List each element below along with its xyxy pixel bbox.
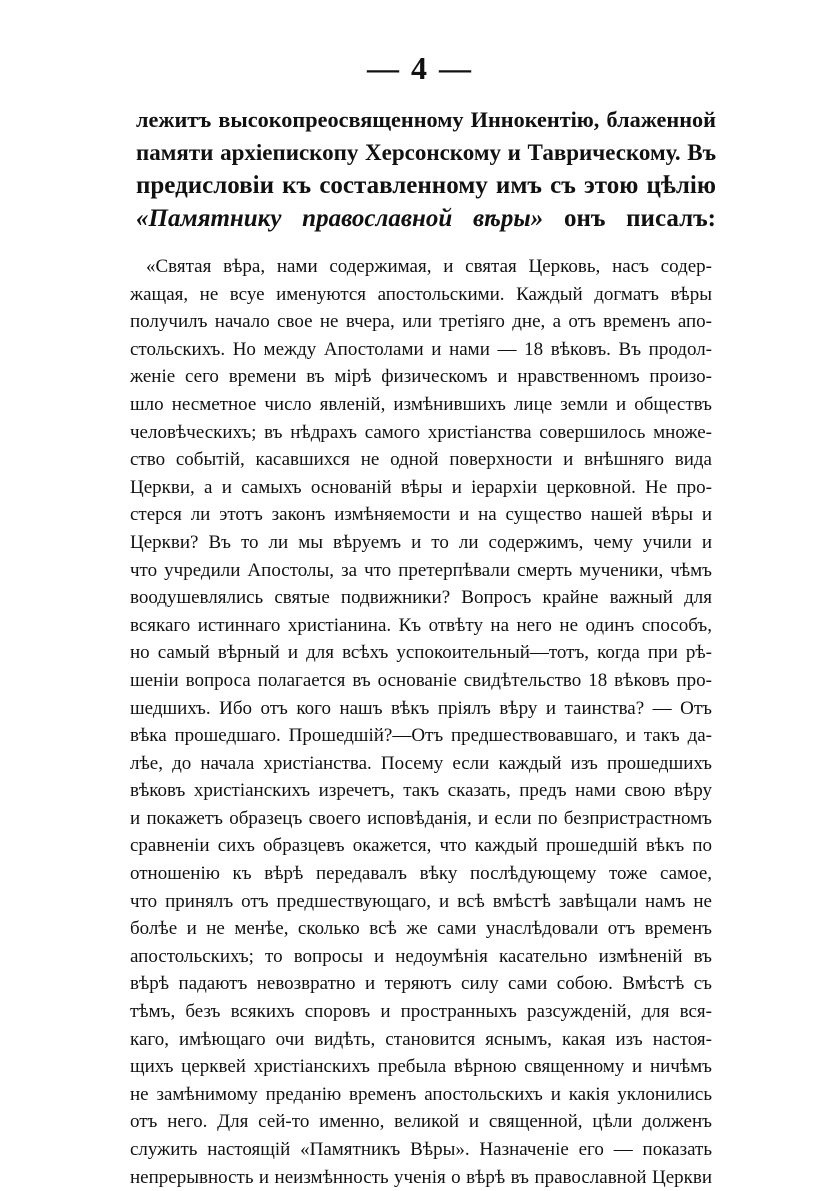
quote-line: и покажетъ образецъ своего исповѣданія, и если по безпристрастномъ: [130, 807, 712, 829]
quote-line: воодушевлялись святые подвижники? Вопросъ крайне важный для: [130, 587, 712, 609]
book-title-italic: «Памятнику православной вѣры»: [136, 205, 544, 232]
quote-line: что учредили Апостолы, за что претерпѣвали смерть мученики, чѣмъ: [130, 559, 712, 581]
quote-line: Церкви? Въ то ли мы вѣруемъ и то ли содержимъ, чему учили и: [130, 531, 712, 553]
lead-line-last: [136, 202, 716, 235]
quote-line: женіе сего времени въ мірѣ физическомъ и нравственномъ произо-: [130, 366, 712, 388]
quote-line: вѣка прошедшаго. Прошедшій?—Отъ предшествовавшаго, и такъ да-: [130, 725, 712, 747]
quote-line: апостольскихъ; то вопросы и недоумѣнія касательно измѣненій въ: [130, 945, 712, 967]
lead-line: лежитъ высокопреосвященному Иннокентію, блаженной: [136, 107, 716, 132]
quote-line: отъ него. Для сей-то именно, великой и священной, цѣли долженъ: [130, 1111, 712, 1133]
quote-line: что принялъ отъ предшествующаго, и всѣ вмѣстѣ завѣщали намъ не: [130, 890, 712, 912]
quote-line: ство событій, касавшихся не одной поверхности и внѣшняго вида: [130, 449, 712, 471]
lead-paragraph: [136, 103, 716, 235]
quote-line: получилъ начало свое не вчера, или третіяго дне, а отъ временъ апо-: [130, 311, 712, 333]
quote-line: вѣковъ христіанскихъ изречетъ, такъ сказать, предъ нами свою вѣру: [130, 780, 712, 802]
quote-line: лѣе, до начала христіанства. Посему если каждый изъ прошедшихъ: [130, 752, 712, 774]
quote-line: человѣческихъ; въ нѣдрахъ самого христіанства совершилось множе-: [130, 421, 712, 443]
quote-line: тѣмъ, безъ всякихъ споровъ и пространныхъ разсужденій, для вся-: [130, 1001, 712, 1023]
quote-line: шедшихъ. Ибо отъ кого нашъ вѣкъ пріялъ вѣру и таинства? — Отъ: [130, 697, 712, 719]
lead-line: предисловіи къ составленному имъ съ этою цѣлію: [136, 172, 716, 199]
quote-line: жащая, не всуе именуются апостольскими. Каждый догматъ вѣры: [130, 283, 712, 305]
quote-line: стольскихъ. Но между Апостолами и нами — 18 вѣковъ. Въ продол-: [130, 338, 712, 360]
quote-line: служить настоящій «Памятникъ Вѣры». Назначеніе его — показать: [130, 1139, 712, 1160]
quote-line: отношенію къ вѣрѣ передавалъ вѣку послѣдующему тоже самое,: [130, 863, 712, 885]
quote-line: щихъ церквей христіанскихъ пребыла вѣрною священному и ничѣмъ: [130, 1056, 712, 1078]
page-number: — 4 —: [367, 50, 473, 86]
quote-block: [130, 253, 712, 1191]
quote-line: болѣе и не менѣе, сколько всѣ же сами унаслѣдовали отъ временъ: [130, 918, 712, 940]
quote-line: «Святая вѣра, нами содержимая, и святая Церковь, насъ содер-: [146, 256, 712, 277]
quote-line: каго, имѣющаго очи видѣть, становится яснымъ, какая изъ настоя-: [130, 1028, 712, 1050]
quote-line: сравненіи сихъ образцевъ окажется, что каждый прошедшій вѣкъ по: [130, 835, 712, 857]
quote-line: не замѣнимому преданію временъ апостольскихъ и какія уклонились: [130, 1083, 712, 1105]
quote-line: но самый вѣрный и для всѣхъ успокоительный—тотъ, когда при рѣ-: [130, 642, 712, 664]
quote-line: непрерывность и неизмѣнность ученія о вѣрѣ въ православной Церкви: [130, 1166, 712, 1188]
lead-line-rest: онъ писалъ:: [543, 205, 716, 232]
quote-line: шло несметное число явленій, измѣнившихъ лице земли и обществъ: [130, 393, 712, 415]
quote-line: Церкви, а и самыхъ основаній вѣры и іерархіи церковной. Не про-: [130, 476, 712, 498]
quote-line: вѣрѣ падаютъ невозвратно и теряютъ силу сами собою. Вмѣстѣ съ: [130, 973, 712, 995]
quote-line: шеніи вопроса полагается въ основаніе свидѣтельство 18 вѣковъ про-: [130, 669, 712, 691]
quote-line: стерся ли этотъ законъ измѣняемости и на существо нашей вѣры и: [130, 504, 712, 526]
lead-line: памяти архіепископу Херсонскому и Таврическому. Въ: [136, 140, 716, 165]
quote-line: всякаго истиннаго христіанина. Къ отвѣту на него не одинъ способъ,: [130, 614, 712, 636]
